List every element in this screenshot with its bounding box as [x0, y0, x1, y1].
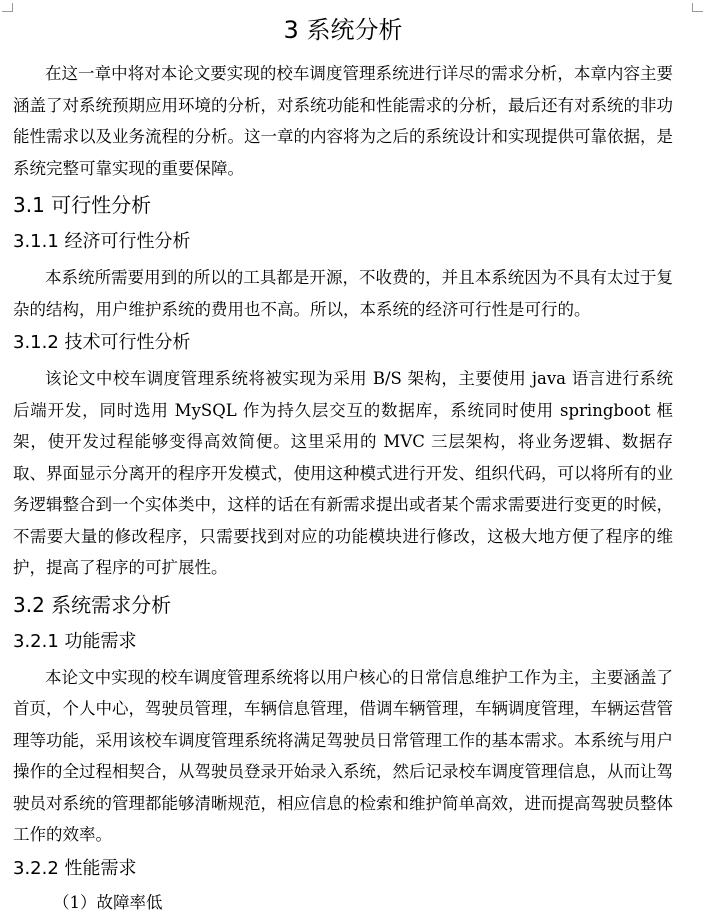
subsection-heading-3-1-2: 3.1.2 技术可行性分析	[13, 332, 191, 353]
paragraph-3-1-1: 本系统所需要用到的所以的工具都是开源，不收费的，并且本系统因为不具有太过于复杂的结构，用户维护系统的费用也不高。所以，本系统的经济可行性是可行的。	[13, 268, 673, 319]
subsection-heading-3-2-2: 3.2.2 性能需求	[13, 857, 137, 879]
page-corner-mark-right	[692, 3, 703, 12]
document-page	[13, 10, 673, 917]
subsection-heading-3-2-1: 3.2.1 功能需求	[13, 630, 137, 652]
chapter-title: 3 系统分析	[283, 16, 403, 44]
chapter-intro: 在这一章中将对本论文要实现的校车调度管理系统进行详尽的需求分析，本章内容主要涵盖了对系统预期应用环境的分析，对系统功能和性能需求的分析，最后还有对系统的非功能性需求以及业务流程的分析。这一章的内容将为之后的系统设计和实现提供可靠依据，是系统完整可靠实现的重要保障。	[13, 64, 673, 178]
page-corner-mark-left	[2, 3, 13, 12]
paragraph-3-1-2: 该论文中校车调度管理系统将被实现为采用 B/S 架构，主要使用 java 语言进行系统后端开发，同时选用 MySQL 作为持久层交互的数据库，系统同时使用 springboot 框架，使开发过程能够变得高效简便。这里采用的 MVC 三层架构，将业务逻辑、数据存取、界面显示分离开的程序开发模式，使用这种模式进行开发、组织代码，可以将所有的业务逻辑整合到一个实体类中，这样的话在有新需求提出或者某个需求需要进行变更的时候，不需要大量的修改程序，只需要找到对应的功能模块进行修改，这极大地方便了程序的维护，提高了程序的可扩展性。	[13, 369, 673, 577]
section-heading-3-1: 3.1 可行性分析	[13, 193, 152, 217]
paragraph-3-2-1: 本论文中实现的校车调度管理系统将以用户核心的日常信息维护工作为主，主要涵盖了首页，个人中心，驾驶员管理，车辆信息管理，借调车辆管理，车辆调度管理，车辆运营管理等功能，采用该校车调度管理系统将满足驾驶员日常管理工作的基本需求。本系统与用户操作的全过程相契合，从驾驶员登录开始录入系统，然后记录校车调度管理信息，从而让驾驶员对系统的管理都能够清晰规范，相应信息的检索和维护简单高效，进而提高驾驶员整体工作的效率。	[13, 667, 673, 844]
list-item-failure-rate: （1）故障率低	[53, 892, 163, 912]
section-heading-3-2: 3.2 系统需求分析	[13, 592, 172, 617]
subsection-heading-3-1-1: 3.1.1 经济可行性分析	[13, 231, 191, 252]
